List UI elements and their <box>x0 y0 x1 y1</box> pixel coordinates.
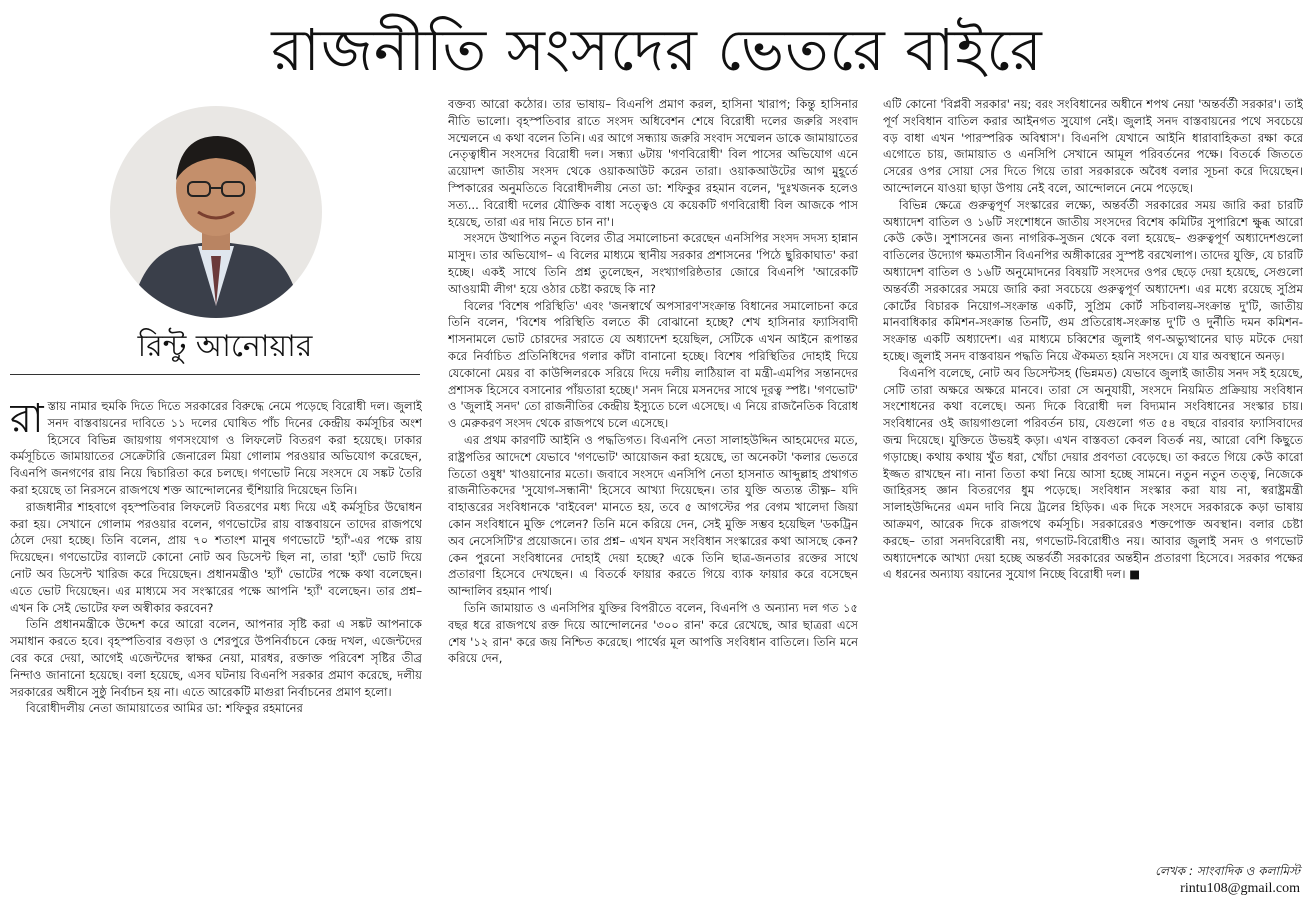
paragraph: তিনি জামায়াত ও এনসিপির যুক্তির বিপরীতে বলেন, বিএনপি ও অন্যান্য দল গত ১৫ বছর ধরে রাজপথে রক্ত দিয়ে আন্দোলনের '৩০০ রান' করে রেখেছে, আর ছাত্ররা এসে শেষ '১২ রান' করে জয় নিশ্চিত করেছে। পার্থের মূল আপত্তি সংবিধান বাতিলে। তিনি মনে করিয়ে দেন, <box>448 600 858 666</box>
drop-cap: রা <box>10 398 44 442</box>
paragraph: বিএনপি বলেছে, নোট অব ডিসেন্টসহ (ভিন্নমত) যেভাবে জুলাই জাতীয় সনদ সই হয়েছে, সেটি তারা অক্ষরে অক্ষরে মানবে। তারা সে অনুযায়ী, সংসদে নিয়মিত প্রক্রিয়ায় সংবিধান সংশোধনের কথা বলেছে। অন্য দিকে বিরোধী দল বিদ্যমান সংবিধানের সংস্কার চায়। সংবিধানের ওই জায়গাগুলো পরিবর্তন চায়, যেগুলো গত ৫৪ বছরে বারবার ফ্যাসিবাদের জন্ম দিয়েছে। যুক্তিতে উভয়ই কড়া। এখন বাস্তবতা কেবল বিতর্ক নয়, আরো বেশি কিছুতে গড়াচ্ছে। কথায় কথায় খুঁত ধরা, খোঁচা দেয়ার প্রবণতা বেড়েছে। তা করতে গিয়ে কেউ কারো ইজ্জত রাখছেন না। নানা তিতা কথা নিয়ে আসা হচ্ছে সামনে। নতুন নতুন তত্ত্ব, নিজেকে জাহিরসহ জ্ঞান বিতরণের ধুম পড়েছে। সংবিধান সংস্কার করা যায় না, স্বরাষ্ট্রমন্ত্রী সালাহউদ্দিনের এমন দাবি নিয়ে ট্রলের হিড়িক। এক দিকে সংসদে সরকারকে কড়া ভাষায় আক্রমণ, আরেক দিকে রাজপথে কর্মসূচি। সরকারেরও শক্তপোক্ত অবস্থান। বলার চেষ্টা করছে– তারা সনদবিরোধী নয়, গণভোট-বিরোধীও নয়। আবার জুলাই সনদ ও গণভোট অধ্যাদেশকে আখ্যা দেয়া হচ্ছে অন্তর্বর্তী সরকারের অন্তহীন প্রতারণা হিসেবে। সরকার পক্ষের এ ধরনের অন্যায্য বয়ানের সুযোগ নিচ্ছে বিরোধী দল। ■ <box>883 365 1303 582</box>
byline-divider <box>10 374 420 375</box>
paragraph: রাজধানীর শাহবাগে বৃহস্পতিবার লিফলেট বিতরণের মধ্য দিয়ে এই কর্মসূচির উদ্বোধন করা হয়। সেখানে গোলাম পরওয়ার বলেন, গণভোটের রায় বাস্তবায়নে তাদের রাজপথে ঠেলে দেয়া হচ্ছে। তিনি বলেন, প্রায় ৭০ শতাংশ মানুষ গণভোটে 'হ্যাঁ'-এর পক্ষে রায় দিয়েছেন। গণভোটের ব্যালটে কোনো নোট অব ডিসেন্ট ছিল না, তারা 'হ্যাঁ' ভোট দিয়ে নোট অব ডিসেন্ট খারিজ করে দিয়েছেন। প্রধানমন্ত্রীও 'হ্যাঁ' ভোটের পক্ষে কথা বলেছেন। এতে ভোট দিয়েছেন। এর মাধ্যমে সব সংস্কারের পক্ষে আপনি 'হ্যাঁ' বলেছেন। তার প্রশ্ন– এখন কি সেই ভোটের ফল অস্বীকার করবেন? <box>10 499 422 615</box>
paragraph: বিভিন্ন ক্ষেত্রে গুরুত্বপূর্ণ সংস্কারের লক্ষ্যে, অন্তর্বর্তী সরকারের সময় জারি করা চারটি অধ্যাদেশ বাতিল ও ১৬টি সংশোধনে জাতীয় সংসদের বিশেষ কমিটির সুপারিশে ক্ষুব্ধ আরো কেউ কেউ। সুশাসনের জন্য নাগরিক-সুজন থেকে বলা হয়েছে– গুরুত্বপূর্ণ অধ্যাদেশগুলো বাতিলের উদ্যোগ ক্ষমতাসীন বিএনপির অঙ্গীকারের সুস্পষ্ট বরখেলাপ। তাদের যুক্তি, যে চারটি অধ্যাদেশ বাতিল ও ১৬টি অনুমোদনের বিষয়টি সংসদের ওপর ছেড়ে দেয়া হয়েছে, সেগুলো অন্তর্বর্তী সরকারের সময়ে জারি করা সবচেয়ে গুরুত্বপূর্ণ অধ্যাদেশ। এর মধ্যে রয়েছে সুপ্রিম কোর্টের বিচারক নিয়োগ-সংক্রান্ত একটি, সুপ্রিম কোর্ট সচিবালয়-সংক্রান্ত দু'টি, জাতীয় মানবাধিকার কমিশন-সংক্রান্ত তিনটি, গুম প্রতিরোধ-সংক্রান্ত দু'টি ও দুর্নীতি দমন কমিশন-সংক্রান্ত একটি অধ্যাদেশ। এর মাধ্যমে চব্বিশের জুলাই গণ-অভ্যুত্থানের ঘাড় মটকে দেয়া হচ্ছে। জুলাই সনদ বাস্তবায়ন পদ্ধতি নিয়ে ঐকমত্য হয়নি সংসদে। যে যার অবস্থানে অনড়। <box>883 197 1303 363</box>
paragraph: এর প্রথম কারণটি আইনি ও পদ্ধতিগত। বিএনপি নেতা সালাহউদ্দিন আহমেদের মতে, রাষ্ট্রপতির আদেশে যেভাবে 'গণভোট' আয়োজন করা হয়েছে, তা অনেকটা 'কলার ভেতরে তিতো ওষুধ' খাওয়ানোর মতো। জবাবে সংসদে এনসিপি নেতা হাসনাত আব্দুল্লাহ প্রথাগত রাজনীতিকদের 'সুযোগ-সন্ধানী' হিসেবে আখ্যা দিয়েছেন। তার যুক্তি অত্যন্ত তীক্ষ্ণ– যদি বাহাত্তরের সংবিধানকে 'বাইবেল' মানতে হয়, তবে ৫ আগস্টের পর বেগম খালেদা জিয়া কোন সংবিধানে মুক্তি পেলেন? তিনি মনে করিয়ে দেন, সেই মুক্তি সম্ভব হয়েছিল 'ডকট্রিন অব নেসেসিটি'র প্রয়োজনে। তার প্রশ্ন– এখন যখন সংবিধান সংস্কারের কথা আসছে কেন? কেন পুরনো সংবিধানের দোহাই দেয়া হচ্ছে? একে তিনি ছাত্র-জনতার রক্তের সাথে প্রতারণা হিসেবে দেখছেন। এ বিতর্কে ফায়ার করতে গিয়ে ব্যাক ফায়ার করে বসেছেন আন্দালিব রহমান পার্থ। <box>448 432 858 599</box>
paragraph <box>10 398 422 499</box>
author-photo <box>110 106 322 318</box>
author-signature <box>1060 862 1300 898</box>
author-name: রিন্টু আনোয়ার <box>137 329 313 364</box>
author-email: rintu108@gmail.com <box>1180 881 1300 896</box>
author-portrait-image <box>110 106 322 318</box>
paragraph-text: স্তায় নামার হুমকি দিতে দিতে সরকারের বিরুদ্ধে নেমে পড়েছে বিরোধী দল। জুলাই সনদ বাস্তবায়নের দাবিতে ১১ দলের ঘোষিত পাঁচ দিনের কেন্দ্রীয় কর্মসূচির অংশ হিসেবে বিভিন্ন জায়গায় গণসংযোগ ও লিফলেট বিতরণ করা হয়েছে। ঢাকার কর্মসূচিতে জামায়াতের সেক্রেটারি জেনারেল মিয়া গোলাম পরওয়ার অভিযোগ করেছেন, বিএনপি জনগণের রায় নিয়ে দ্বিচারিতা করে চলছে। গণভোট নিয়ে সংসদে যে সঙ্কট তৈরি করা হয়েছে তা নিরসনে রাজপথে শক্ত আন্দোলনের হুঁশিয়ারি দিয়েছেন তিনি। <box>10 399 422 497</box>
column-3 <box>883 96 1303 860</box>
column-2 <box>448 96 858 896</box>
author-designation: লেখক : সাংবাদিক ও কলামিস্ট <box>1155 864 1300 878</box>
paragraph: এটি কোনো 'বিপ্লবী সরকার' নয়; বরং সংবিধানের অধীনে শপথ নেয়া 'অন্তর্বর্তী সরকার'। তাই পূর্ণ সংবিধান বাতিল করার আইনগত সুযোগ নেই। জুলাই সনদ বাস্তবায়নের পথে সবচেয়ে বড় বাধা এখন 'পারস্পরিক অবিশ্বাস'। বিএনপি যেখানে আইনি ধারাবাহিকতা রক্ষা করে এগোতে চায়, জামায়াত ও এনসিপি সেখানে আমূল পরিবর্তনের পক্ষে। বিতর্কে জিততে সেরের ওপর সোয়া সের দিতে গিয়ে তারা সরকারকে অবৈধ বলার সূচনা করে দিয়েছেন। আন্দোলনে যাওয়া ছাড়া উপায় নেই বলে, আন্দোলনে নেমে পড়েছে। <box>883 97 1303 195</box>
paragraph: সংসদে উত্থাপিত নতুন বিলের তীব্র সমালোচনা করেছেন এনসিপির সংসদ সদস্য হান্নান মাসুদ। তার অভিযোগ– এ বিলের মাধ্যমে স্থানীয় সরকার প্রশাসনের 'পিঠে ছুরিকাঘাত' করা হচ্ছে। একই সাথে তিনি প্রশ্ন তুলেছেন, সংখ্যাগরিষ্ঠতার জোরে বিএনপি 'আরেকটি আওয়ামী লীগ' হয়ে ওঠার চেষ্টা করছে কি না? <box>448 231 858 296</box>
paragraph: তিনি প্রধানমন্ত্রীকে উদ্দেশ করে আরো বলেন, আপনার সৃষ্টি করা এ সঙ্কট আপনাকে সমাধান করতে হবে। বৃহস্পতিবার বগুড়া ও শেরপুরে উপনির্বাচনে কেন্দ্র দখল, এজেন্টদের বের করে দেয়া, আগেই এজেন্টদের স্বাক্ষর নেয়া, মারধর, রক্তাক্ত পরিবেশ সৃষ্টির তীব্র নিন্দাও জানানো হয়েছে। বলা হয়েছে, এসব ঘটনায় বিএনপি সরকার প্রমাণ করেছে, দলীয় সরকারের অধীনে সুষ্ঠু নির্বাচন হয় না। এতে আরেকটি মাগুরা নির্বাচনের প্রমাণ হলো। <box>10 617 422 699</box>
column-1 <box>10 398 422 895</box>
paragraph: বিরোধীদলীয় নেতা জামায়াতের আমির ডা: শফিকুর রহমানের <box>26 701 303 716</box>
paragraph: বক্তব্য আরো কঠোর। তার ভাষায়– বিএনপি প্রমাণ করল, হাসিনা খারাপ; কিন্তু হাসিনার নীতি ভালো। বৃহস্পতিবার রাতে সংসদ অধিবেশন শেষে বিরোধী দলের জরুরি সংবাদ সম্মেলনে এ কথা বলেন তিনি। এর আগে সন্ধ্যায় জরুরি সংবাদ সম্মেলন ডাকে জামায়াতের নেতৃত্বাধীন সংসদের বিরোধী দল। সন্ধ্যা ৬টায় 'গণবিরোধী' বিল পাসের অভিযোগ এনে ত্রয়োদশ জাতীয় সংসদ থেকে ওয়াকআউট করেন তারা। ওয়াকআউটের আগ মুহূর্তে স্পিকারের অনুমতিতে বিরোধীদলীয় নেতা ডা: শফিকুর রহমান বলেন, 'দুঃখজনক হলেও সত্য... বিরোধী দলের যৌক্তিক বাধা সত্ত্বেও যে কয়েকটি গণবিরোধী বিল আজকে পাস হয়েছে, তারা এর দায় নিতে চান না'। <box>448 97 858 229</box>
headline: রাজনীতি সংসদের ভেতরে বাইরে <box>271 16 1043 84</box>
paragraph: বিলের 'বিশেষ পরিস্থিতি' এবং 'জনস্বার্থে অপসারণ'সংক্রান্ত বিধানের সমালোচনা করে তিনি বলেন, 'বিশেষ পরিস্থিতি বলতে কী বোঝানো হচ্ছে? শেখ হাসিনার ফ্যাসিবাদী শাসনামলে ভোট চোরদের সরাতে যে অধ্যাদেশ হয়েছিল, সেটিকে এখন আইনে রূপান্তর করে নির্বাচিত প্রতিনিধিদের গলার কাঁটা বানানো হচ্ছে। বিশেষ পরিস্থিতির দোহাই দিয়ে যেকোনো মেয়র বা কাউন্সিলরকে সরিয়ে দিয়ে দলীয় লাঠিয়াল বা মন্ত্রী-এমপির সন্তানদের প্রশাসক হিসেবে বসানোর পাঁয়তারা হচ্ছে।' সনদ নিয়ে মসনদের সাথে দূরত্ব স্পষ্ট। 'গণভোট' ও 'জুলাই সনদ' তো রাজনীতির কেন্দ্রীয় ইস্যুতে চলে এসেছে। এ নিয়ে রাজনৈতিক বিরোধ ও মেরুকরণ সংসদ থেকে রাজপথে চলে এসেছে। <box>448 298 858 431</box>
